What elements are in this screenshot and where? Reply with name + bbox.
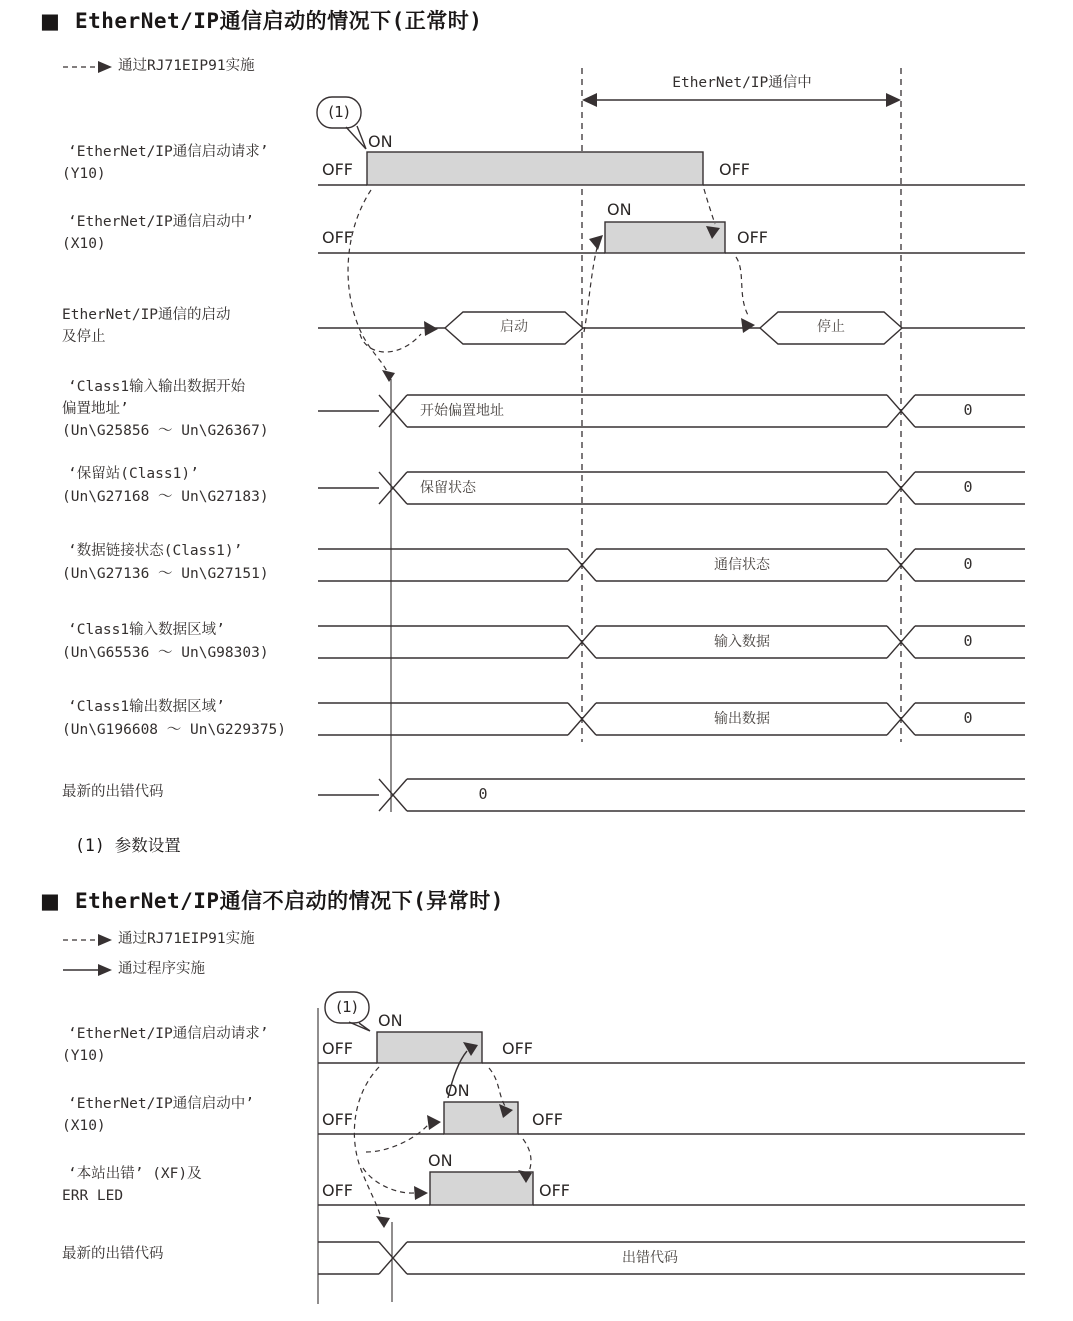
d2-callout-label: (1)	[336, 998, 358, 1016]
d2-y10-off-right-label: OFF	[502, 1039, 533, 1058]
d1-x10-on-label: ON	[607, 200, 632, 219]
d1-bus-input-data	[318, 626, 1025, 658]
d1-bus-error-code	[318, 779, 1025, 811]
d1-x10-off-right-label: OFF	[737, 228, 768, 247]
d1-input-zero-value: 0	[963, 632, 973, 650]
section2-title: EtherNet/IP通信不启动的情况下(异常时)	[75, 889, 504, 913]
legend2-solid-arrow	[63, 964, 112, 976]
d1-output-zero-value: 0	[963, 709, 973, 727]
d1-reserved-bus-label: 保留状态	[420, 480, 476, 496]
d1-y10-name: ‘EtherNet/IP通信启动请求’	[68, 144, 269, 160]
d1-bus-link-status	[318, 549, 1025, 581]
d1-linkstatus-range: (Un\G27136 ～ Un\G27151)	[62, 566, 269, 582]
d1-x10-address: (X10)	[62, 236, 106, 252]
d1-outputarea-name: ‘Class1输出数据区域’	[68, 699, 225, 715]
d1-linkstatus-zero-value: 0	[963, 555, 973, 573]
d1-linkstatus-name: ‘数据链接状态(Class1)’	[68, 543, 243, 559]
section1-bullet: ■	[40, 9, 61, 33]
d1-y10-address: (Y10)	[62, 166, 106, 182]
d1-output-bus-label: 输出数据	[714, 711, 770, 727]
d2-y10-off-left-label: OFF	[322, 1039, 353, 1058]
d2-y10-address: (Y10)	[62, 1048, 106, 1064]
d2-x10-on-label: ON	[445, 1081, 470, 1100]
d1-startstop-row	[318, 312, 1025, 344]
d2-err-off-left-label: OFF	[322, 1181, 353, 1200]
d2-x10-off-left-label: OFF	[322, 1110, 353, 1129]
d1-offset-zero-value: 0	[963, 401, 973, 419]
d1-reserved-range: (Un\G27168 ～ Un\G27183)	[62, 489, 269, 505]
d1-startstop-name-line1: EtherNet/IP通信的启动	[62, 307, 231, 323]
legend2-dashed-label: 通过RJ71EIP91实施	[118, 931, 255, 947]
d2-errcode-bus-label: 出错代码	[622, 1250, 678, 1266]
d2-y10-waveform	[318, 1032, 1025, 1063]
d1-x10-off-left-label: OFF	[322, 228, 353, 247]
d1-offset-bus-label: 开始偏置地址	[420, 403, 504, 419]
d1-connector-arrows	[348, 189, 749, 382]
d1-offset-name-line1: ‘Class1输入输出数据开始	[68, 379, 246, 395]
d1-outputarea-range: (Un\G196608 ～ Un\G229375)	[62, 722, 287, 738]
d1-x10-name: ‘EtherNet/IP通信启动中’	[68, 214, 254, 230]
d1-y10-waveform	[318, 152, 1025, 185]
d1-comm-range-arrow	[582, 93, 901, 107]
d2-err-name-line2: ERR LED	[62, 1188, 124, 1204]
d1-reserved-name: ‘保留站(Class1)’	[68, 466, 199, 482]
section2-bullet: ■	[40, 889, 61, 913]
d1-errcode-name: 最新的出错代码	[62, 784, 164, 800]
d1-startstop-name-line2: 及停止	[62, 329, 106, 345]
legend1-dashed-arrow	[63, 61, 112, 73]
d1-callout-label: (1)	[328, 103, 350, 121]
d1-linkstatus-bus-label: 通信状态	[714, 557, 770, 573]
legend1-dashed-label: 通过RJ71EIP91实施	[118, 58, 255, 74]
d1-inputarea-range: (Un\G65536 ～ Un\G98303)	[62, 645, 269, 661]
d2-x10-address: (X10)	[62, 1118, 106, 1134]
legend2-dashed-arrow	[63, 934, 112, 946]
d1-x10-waveform	[318, 222, 1025, 253]
d2-errcode-name: 最新的出错代码	[62, 1246, 164, 1262]
d1-start-hexagon-label: 启动	[500, 319, 528, 335]
section1-title: EtherNet/IP通信启动的情况下(正常时)	[75, 9, 483, 33]
d1-y10-off-right-label: OFF	[719, 160, 750, 179]
d1-offset-name-line2: 偏置地址’	[62, 401, 129, 417]
d1-input-bus-label: 输入数据	[714, 634, 770, 650]
d2-err-name-line1: ‘本站出错’ (XF)及	[68, 1166, 202, 1182]
d2-x10-off-right-label: OFF	[532, 1110, 563, 1129]
d1-errcode-zero-value: 0	[478, 785, 488, 803]
d1-stop-hexagon-label: 停止	[817, 319, 845, 335]
d2-x10-name: ‘EtherNet/IP通信启动中’	[68, 1096, 254, 1112]
d2-err-on-label: ON	[428, 1151, 453, 1170]
d2-err-off-right-label: OFF	[539, 1181, 570, 1200]
d2-y10-on-label: ON	[378, 1011, 403, 1030]
d1-reserved-zero-value: 0	[963, 478, 973, 496]
d1-y10-on-label: ON	[368, 132, 393, 151]
d1-inputarea-name: ‘Class1输入数据区域’	[68, 622, 225, 638]
d1-y10-off-left-label: OFF	[322, 160, 353, 179]
d1-comm-range-label: EtherNet/IP通信中	[672, 75, 812, 91]
legend2-solid-label: 通过程序实施	[118, 961, 205, 977]
d1-bus-output-data	[318, 703, 1025, 735]
note-parameter-setting: (1) 参数设置	[75, 836, 181, 855]
d2-y10-name: ‘EtherNet/IP通信启动请求’	[68, 1026, 269, 1042]
d2-err-waveform	[318, 1172, 1025, 1205]
d1-offset-range: (Un\G25856 ～ Un\G26367)	[62, 423, 269, 439]
